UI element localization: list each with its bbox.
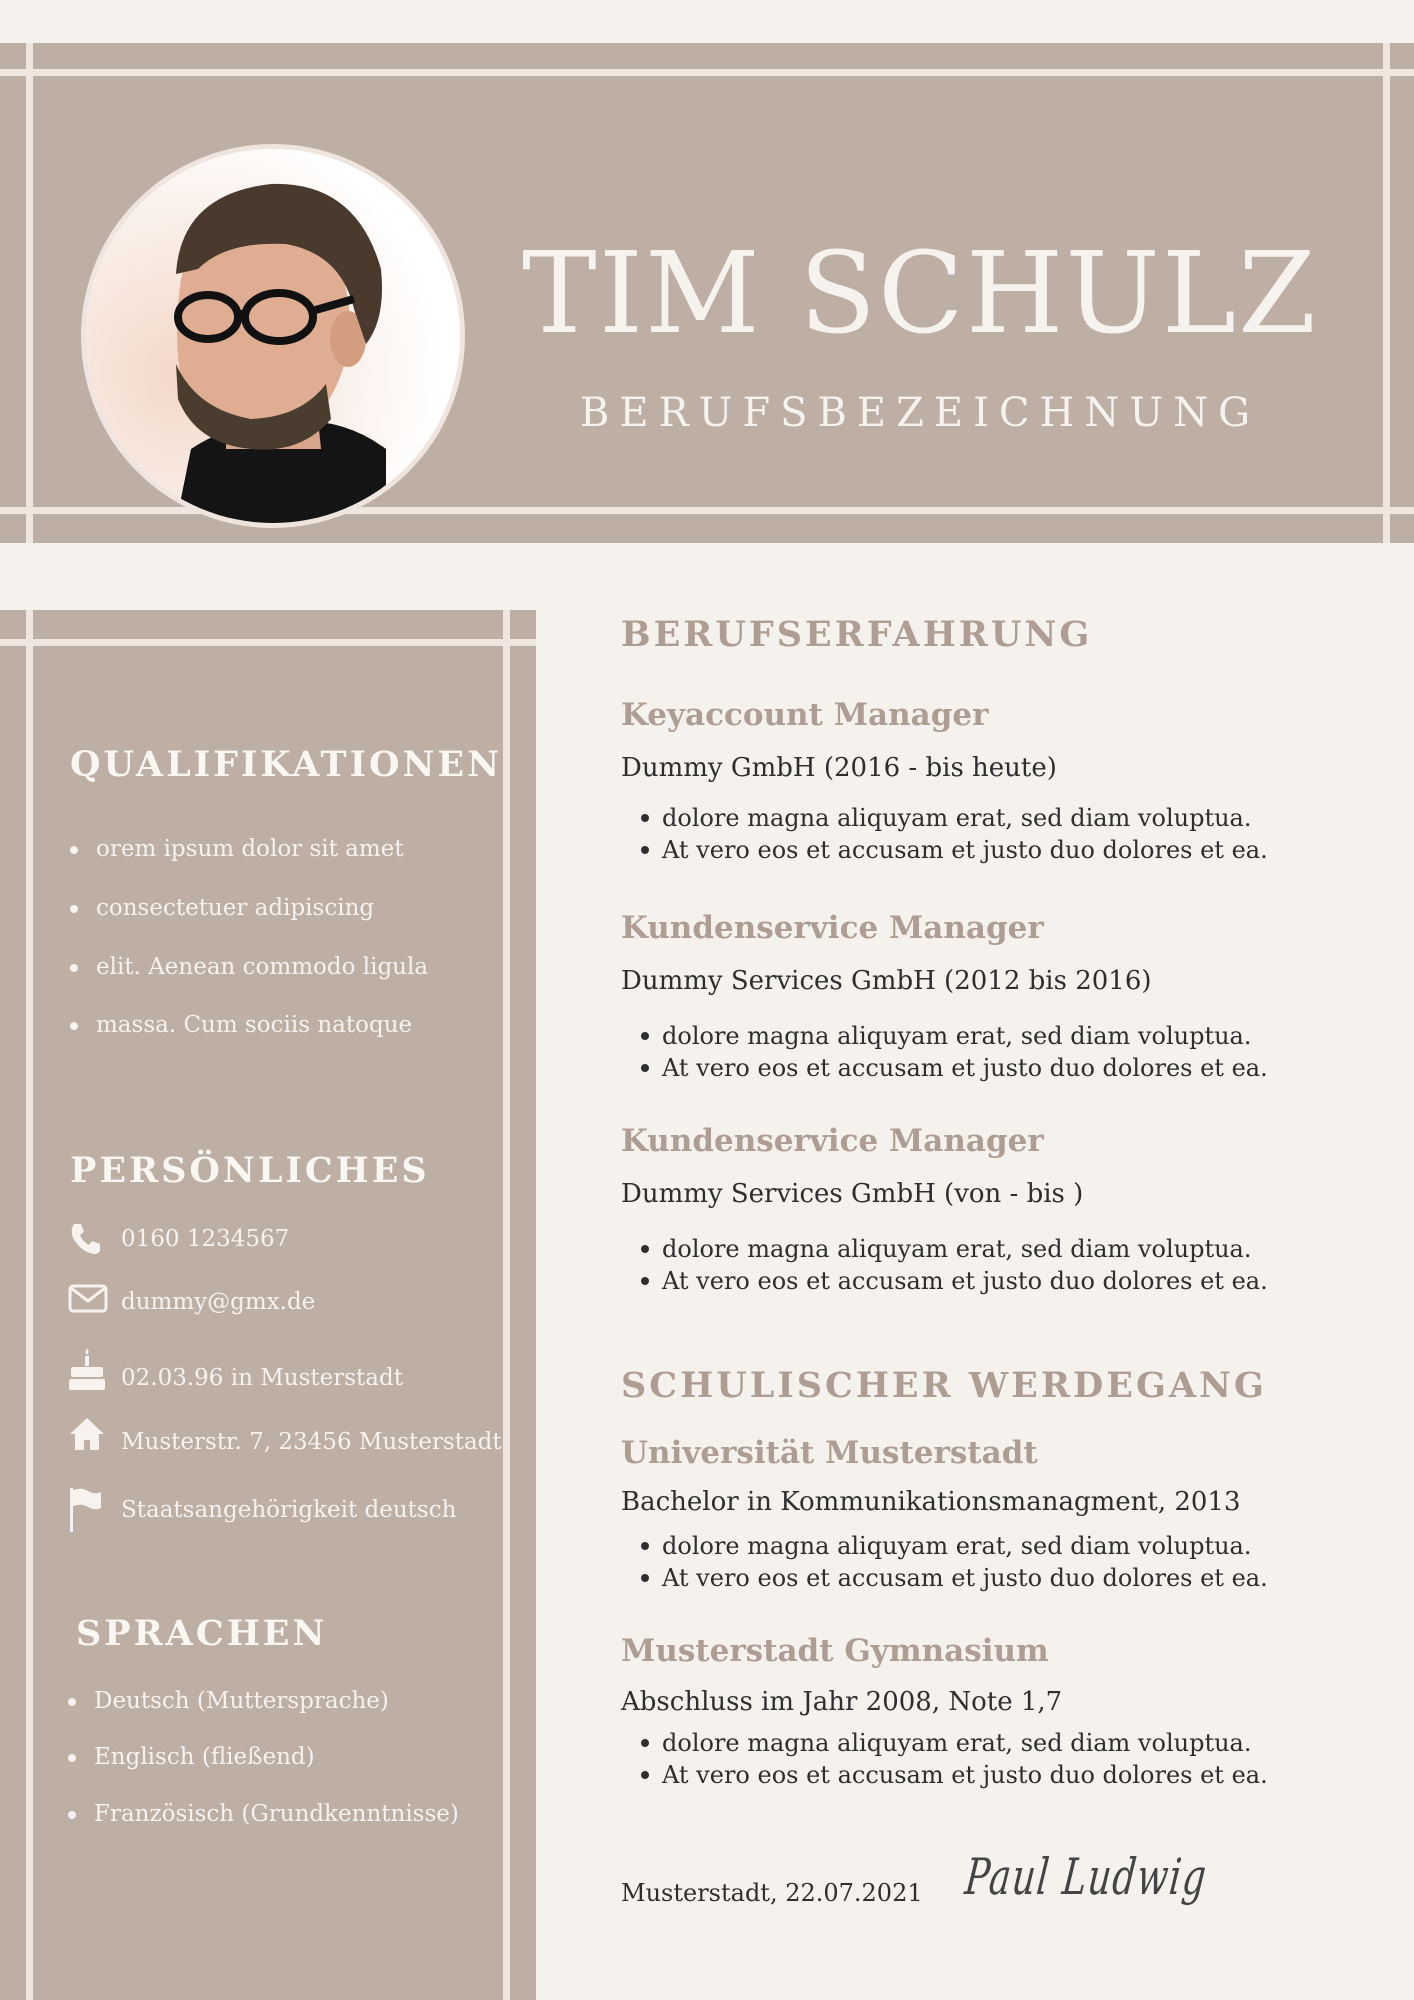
job-bullets-2: [641, 1020, 1268, 1084]
profile-photo: [81, 144, 465, 528]
header-rule-left: [26, 43, 33, 543]
phone-number: 0160 1234567: [121, 1226, 290, 1252]
language-item: Deutsch (Muttersprache): [68, 1690, 389, 1713]
education-bullet: At vero eos et accusam et justo duo dolores et ea.: [641, 1759, 1268, 1791]
job-bullet: At vero eos et accusam et justo duo dolores et ea.: [641, 1265, 1268, 1297]
sidebar: [0, 610, 536, 2000]
education-bullets-2: [641, 1727, 1268, 1791]
signature: Paul Ludwig: [962, 1848, 1210, 1906]
experience-heading: BERUFSERFAHRUNG: [621, 614, 1093, 655]
language-item: Französisch (Grundkenntnisse): [68, 1803, 459, 1826]
postal-address: Musterstr. 7, 23456 Musterstadt: [121, 1429, 502, 1455]
education-degree-2: Abschluss im Jahr 2008, Note 1,7: [621, 1687, 1063, 1717]
education-heading: SCHULISCHER WERDEGANG: [621, 1365, 1267, 1406]
header-rule-top: [0, 69, 1414, 76]
header-rule-right: [1383, 43, 1390, 543]
qualification-item: consectetuer adipiscing: [70, 897, 374, 920]
job-bullet: dolore magna aliquyam erat, sed diam voluptua.: [641, 1233, 1268, 1265]
job-bullet: dolore magna aliquyam erat, sed diam voluptua.: [641, 1020, 1268, 1052]
qualification-item: elit. Aenean commodo ligula: [70, 956, 428, 979]
job-bullet: At vero eos et accusam et justo duo dolores et ea.: [641, 834, 1268, 866]
personal-heading: PERSÖNLICHES: [70, 1150, 430, 1191]
job-company-1: Dummy GmbH (2016 - bis heute): [621, 753, 1057, 783]
mail-icon: [68, 1283, 108, 1323]
job-bullet: At vero eos et accusam et justo duo dolores et ea.: [641, 1052, 1268, 1084]
job-company-2: Dummy Services GmbH (2012 bis 2016): [621, 966, 1152, 996]
job-title-2: Kundenservice Manager: [621, 910, 1044, 946]
place-date: Musterstadt, 22.07.2021: [621, 1879, 923, 1907]
nationality: Staatsangehörigkeit deutsch: [121, 1497, 457, 1523]
education-degree-1: Bachelor in Kommunikationsmanagment, 2013: [621, 1487, 1241, 1517]
home-icon: [68, 1416, 108, 1456]
header-band: [0, 43, 1414, 543]
job-company-3: Dummy Services GmbH (von - bis ): [621, 1179, 1084, 1209]
qualification-item: massa. Cum sociis natoque: [70, 1014, 412, 1037]
job-title: BERUFSBEZEICHNUNG: [579, 390, 1261, 436]
cake-icon: [68, 1346, 108, 1386]
education-title-2: Musterstadt Gymnasium: [621, 1633, 1049, 1669]
job-bullet: dolore magna aliquyam erat, sed diam voluptua.: [641, 802, 1268, 834]
education-bullet: dolore magna aliquyam erat, sed diam voluptua.: [641, 1530, 1268, 1562]
job-bullets-3: [641, 1233, 1268, 1297]
flag-icon: [68, 1486, 108, 1526]
birth-date: 02.03.96 in Musterstadt: [121, 1365, 403, 1391]
qualification-item: orem ipsum dolor sit amet: [70, 838, 404, 861]
education-bullets-1: [641, 1530, 1268, 1594]
email-address: dummy@gmx.de: [121, 1289, 316, 1315]
qualifications-heading: QUALIFIKATIONEN: [70, 744, 503, 785]
job-title-1: Keyaccount Manager: [621, 697, 989, 733]
person-name: TIM SCHULZ: [522, 229, 1318, 359]
education-title-1: Universität Musterstadt: [621, 1435, 1038, 1471]
job-title-3: Kundenservice Manager: [621, 1123, 1044, 1159]
sidebar-rule-right: [503, 610, 510, 2000]
job-bullets-1: [641, 802, 1268, 866]
education-bullet: dolore magna aliquyam erat, sed diam voluptua.: [641, 1727, 1268, 1759]
education-bullet: At vero eos et accusam et justo duo dolores et ea.: [641, 1562, 1268, 1594]
sidebar-rule-left: [26, 610, 33, 2000]
language-item: Englisch (fließend): [68, 1746, 315, 1769]
sidebar-rule-top: [0, 639, 536, 646]
languages-heading: SPRACHEN: [76, 1613, 328, 1654]
phone-icon: [68, 1220, 108, 1260]
